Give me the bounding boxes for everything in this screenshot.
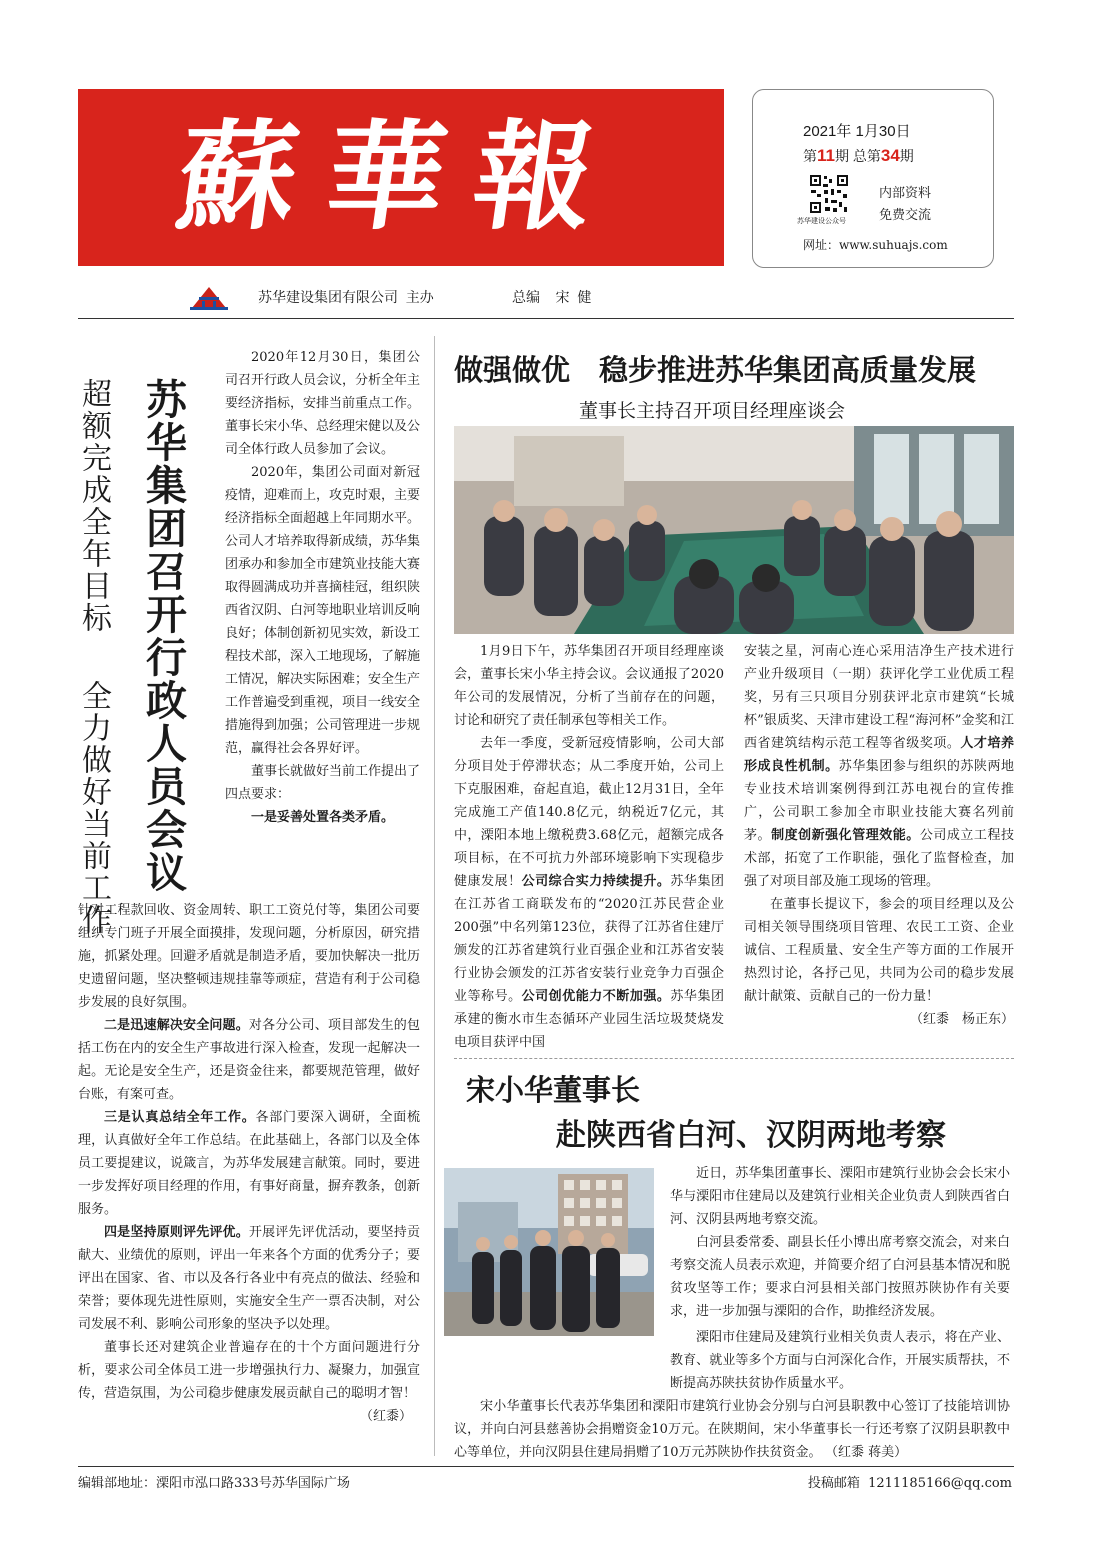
- article2-left-column: [454, 640, 724, 1054]
- meeting-photo: [454, 426, 1014, 634]
- article1-top-column: [225, 346, 420, 829]
- article3-paragraph: 白河县委常委、副县长任小博出席考察交流会，对来白考察交流人员表示欢迎，并简要介绍了白河县基本情况和脱贫攻坚等工作；要求白河县相关部门按照苏陕协作有关要求，进一步加强与溧阳的合作，助推经济发展。: [670, 1235, 1010, 1319]
- article1-bottom-column: [78, 899, 420, 1428]
- newspaper-title: 蘇華報: [169, 107, 633, 246]
- article1-point2: 二是迅速解决安全问题。对各分公司、项目部发生的包括工伤在内的安全生产事故进行深入检查，发现一起解决一起。无论是安全生产，还是资金往来，都要规范管理，做好台账，有案可查。: [78, 1018, 420, 1102]
- internal-note: 内部资料: [879, 185, 932, 200]
- article2-paragraph: 1月9日下午，苏华集团召开项目经理座谈会，董事长宋小华主持会议。会议通报了2020年公司的发展情况，分析了当前存在的问题，讨论和研究了责任制承包等相关工作。: [454, 644, 724, 728]
- chief-editor: 总编 宋 健: [512, 289, 592, 305]
- section-divider: [454, 1058, 1014, 1059]
- article1-paragraph: 2020年，集团公司面对新冠疫情，迎难而上，攻克时艰，主要经济指标全面超越上年同期水平。公司人才培养取得新成绩，苏华集团承办和参加全市建筑业技能大赛取得圆满成功并喜摘桂冠，组织陕西省汉阴、白河等地职业培训反响良好；体制创新初见实效，新设工程技术部，深入工地现场，了解施工情况，解决实际困难；安全生产工作普遍受到重视，项目一线安全措施得到加强；公司管理进一步规范，赢得社会各界好评。: [225, 465, 421, 756]
- free-exchange-note: 免费交流: [879, 207, 932, 222]
- article1-closing: 董事长还对建筑企业普遍存在的十个方面问题进行分析，要求公司全体员工进一步增强执行力、凝聚力，加强宣传，营造氛围，为公司稳步健康发展贡献自己的聪明才智！ （红黍）: [78, 1340, 420, 1424]
- header-divider: [78, 318, 1014, 319]
- sponsor-line: 苏华建设集团有限公司 主办: [258, 289, 434, 305]
- article1-subtitle: 超额完成全年目标 全力做好当前工作: [76, 378, 111, 937]
- qr-caption: 苏华建设公众号: [797, 217, 846, 225]
- article2-paragraph: 在董事长提议下，参会的项目经理以及公司相关领导围绕项目管理、农民工工资、企业诚信、工程质量、安全生产等方面的工作展开热烈讨论，各抒己见，共同为公司的稳步发展献计献策、贡献自己的一份力量！: [744, 897, 1014, 1004]
- article1-paragraph: 2020年12月30日，集团公司召开行政人员会议，分析全年主要经济指标，安排当前重点工作。董事长宋小华、总经理宋健以及公司全体行政人员参加了会议。: [225, 350, 421, 457]
- article2-subtitle: 董事长主持召开项目经理座谈会: [579, 401, 846, 422]
- article3-right-text: [670, 1162, 1010, 1323]
- issue-number: 第11期 总第34期: [803, 146, 914, 165]
- article2-title: 做强做优 稳步推进苏华集团高质量发展: [454, 353, 977, 387]
- article1-point4: 四是坚持原则评先评优。开展评先评优活动，要坚持贡献大、业绩优的原则，评出一年来各个方面的优秀分子；要评出在国家、省、市以及各行各业中有亮点的做法、经验和荣誉；要体现先进性原则，实施安全生产一票否决制，对公司发展不利、影响公司形象的坚决予以处理。: [78, 1225, 420, 1332]
- article2-paragraph: 去年一季度，受新冠疫情影响，公司大部分项目处于停滞状态；从二季度开始，公司上下克服困难，奋起直追，截止12月31日，全年完成施工产值140.8亿元，纳税近7亿元，其中，溧阳本地上缴税费3.68亿元，超额完成各项目标，在不可抗力外部环境影响下实现稳步健康发展！公司综合实力持续提升。苏华集团在江苏省工商联发布的“2020江苏民营企业200强”中名列第123位，获得了江苏省住建厅颁发的江苏省建筑行业百强企业和江苏省安装行业协会颁发的江苏省安装行业竞争力百强企业等称号。公司创优能力不断加强。苏华集团承建的衡水市生态循环产业园生活垃圾焚烧发电项目获评中国: [454, 736, 724, 1050]
- issue-info-box: [752, 89, 994, 268]
- column-divider: [434, 336, 435, 1456]
- article1-point3: 三是认真总结全年工作。各部门要深入调研，全面梳理，认真做好全年工作总结。在此基础上，各部门以及全体员工要提建议，说箴言，为苏华发展建言献策。同时，要进一步发挥好项目经理的作用，有事好商量，摒弃教条，创新服务。: [78, 1110, 420, 1217]
- article3-paragraph: 近日，苏华集团董事长、溧阳市建筑行业协会会长宋小华与溧阳市住建局以及建筑行业相关企业负责人到陕西省白河、汉阴县两地考察交流。: [670, 1166, 1010, 1227]
- masthead-banner: [78, 89, 724, 266]
- website-link[interactable]: 网址：www.suhuajs.com: [803, 238, 948, 252]
- article2-right-column: [744, 640, 1014, 1031]
- article1-paragraph: 董事长就做好当前工作提出了四点要求：: [225, 764, 421, 802]
- article1-point1-heading: 一是妥善处置各类矛盾。: [250, 810, 394, 825]
- company-logo-icon: [190, 284, 228, 310]
- issue-date: 2021年 1月30日: [803, 123, 911, 140]
- inspection-photo: [438, 1162, 660, 1342]
- footer-divider: [78, 1466, 1014, 1467]
- article2-byline: （红黍 杨正东）: [909, 1012, 1014, 1027]
- article3-title-line2: 赴陕西省白河、汉阴两地考察: [556, 1118, 946, 1153]
- article1-title: 苏华集团召开行政人员会议: [139, 378, 187, 894]
- article1-point1-body: 针对工程款回收、资金周转、职工工资兑付等，集团公司要组织专门班子开展全面摸排，发现问题，分析原因，研究措施，抓紧处理。回避矛盾就是制造矛盾，要加快解决一批历史遗留问题，坚决整顿违规挂靠等顽症，营造有利于公司稳步发展的良好氛围。: [78, 903, 420, 1010]
- article2-paragraph: 安装之星，河南心连心采用洁净生产技术进行产业升级项目（一期）获评化学工业优质工程奖，另有三只项目分别获评北京市建筑“长城杯”银质奖、天津市建设工程“海河杯”金奖和江西省建筑结构示范工程等省级奖项。人才培养形成良性机制。苏华集团参与组织的苏陕两地专业技术培训案例得到江苏电视台的宣传推广，公司职工参加全市职业技能大赛名列前茅。制度创新强化管理效能。公司成立工程技术部，拓宽了工作职能，强化了监督检查，加强了对项目部及施工现场的管理。: [744, 644, 1014, 889]
- editorial-address: 编辑部地址：溧阳市泓口路333号苏华国际广场: [78, 1476, 350, 1491]
- qr-code-icon: [809, 174, 849, 214]
- article3-full-text: [454, 1326, 1010, 1464]
- submission-email[interactable]: 投稿邮箱 1211185166@qq.com: [807, 1476, 1012, 1491]
- article3-paragraph: 宋小华董事长代表苏华集团和溧阳市建筑行业协会分别与白河县职教中心签订了技能培训协议，并向白河县慈善协会捐赠资金10万元。在陕期间，宋小华董事长一行还考察了汉阴县职教中心等单位，并向汉阴县住建局捐赠了10万元苏陕协作扶贫资金。 （红黍 蒋美）: [454, 1399, 1010, 1460]
- article3-title-line1: 宋小华董事长: [466, 1073, 641, 1107]
- article3-paragraph: 溧阳市住建局及建筑行业相关负责人表示，将在产业、教育、就业等多个方面与白河深化合作，开展实质帮扶，不断提高苏陕扶贫协作质量水平。: [670, 1330, 1010, 1391]
